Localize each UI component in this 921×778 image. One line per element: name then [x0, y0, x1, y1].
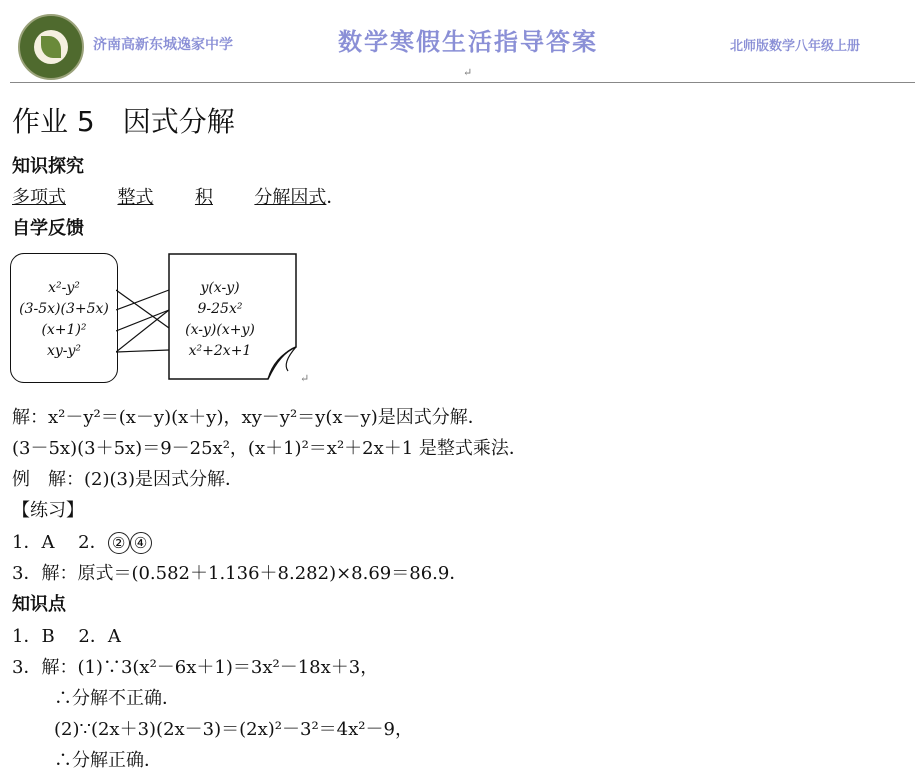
section-self-feedback: 自学反馈 [12, 218, 84, 239]
answer-line-1: 解：x²－y²＝(x－y)(x＋y)，xy－y²＝y(x－y)是因式分解． [12, 407, 486, 428]
fill-word-2: 整式 [117, 187, 154, 208]
header-edition: 北师版数学八年级上册 [730, 39, 861, 54]
kp-answer-3: 3．解：(1)∵3(x²－6x＋1)＝3x²－18x＋3， [12, 657, 379, 678]
header-title: 数学寒假生活指导答案 [338, 28, 598, 56]
answer-line-2: (3－5x)(3＋5x)＝9－25x²，(x＋1)²＝x²＋2x＋1 是整式乘法． [12, 438, 527, 459]
left-expr-4: xy-y² [46, 343, 82, 359]
kp-answer-3-conclusion-2: ∴分解正确． [54, 750, 162, 771]
right-expr-4: x²+2x+1 [188, 343, 252, 359]
practice-answer-text: 1．A 2． [12, 532, 108, 553]
section-knowledge-points: 知识点 [12, 594, 66, 615]
paragraph-mark: ↵ [300, 372, 310, 385]
practice-answers-1-2 [12, 528, 152, 554]
fill-word-3: 积 [194, 187, 213, 208]
fill-word-4: 分解因式 [254, 187, 327, 208]
school-name: 济南高新东城逸家中学 [93, 37, 233, 53]
right-expr-2: 9-25x² [197, 301, 243, 317]
school-logo [18, 14, 84, 80]
diagram-left-box [10, 253, 118, 383]
right-expr-1: y(x-y) [200, 280, 240, 296]
kp-answer-3-part-2: (2)∵(2x＋3)(2x－3)＝(2x)²－3²＝4x²－9， [54, 719, 413, 740]
circled-2: ② [108, 532, 130, 554]
diagram-right-box [170, 278, 270, 362]
header-rule [10, 82, 915, 83]
example-line: 例 解：(2)(3)是因式分解． [12, 469, 243, 490]
kp-answer-3-conclusion-1: ∴分解不正确． [54, 688, 180, 709]
left-expr-2: (3-5x)(3+5x) [19, 301, 109, 317]
right-expr-3: (x-y)(x+y) [185, 322, 255, 338]
practice-answer-3: 3．解：原式＝(0.582＋1.136＋8.282)×8.69＝86.9． [12, 563, 468, 584]
fill-words-row: 多项式 整式 积 分解因式． [12, 187, 345, 208]
left-expr-1: x²-y² [48, 280, 80, 296]
paragraph-mark: ↵ [463, 66, 473, 79]
practice-heading: 【练习】 [12, 500, 84, 521]
fill-word-1: 多项式 [12, 187, 66, 208]
page-header [0, 0, 921, 86]
page-title: 作业 5 因式分解 [12, 105, 235, 138]
kp-answers-1-2: 1．B 2．A [12, 626, 121, 647]
section-knowledge-explore: 知识探究 [12, 156, 84, 177]
circled-4: ④ [130, 532, 152, 554]
left-expr-3: (x+1)² [41, 322, 87, 338]
diagram-connectors [116, 253, 170, 383]
